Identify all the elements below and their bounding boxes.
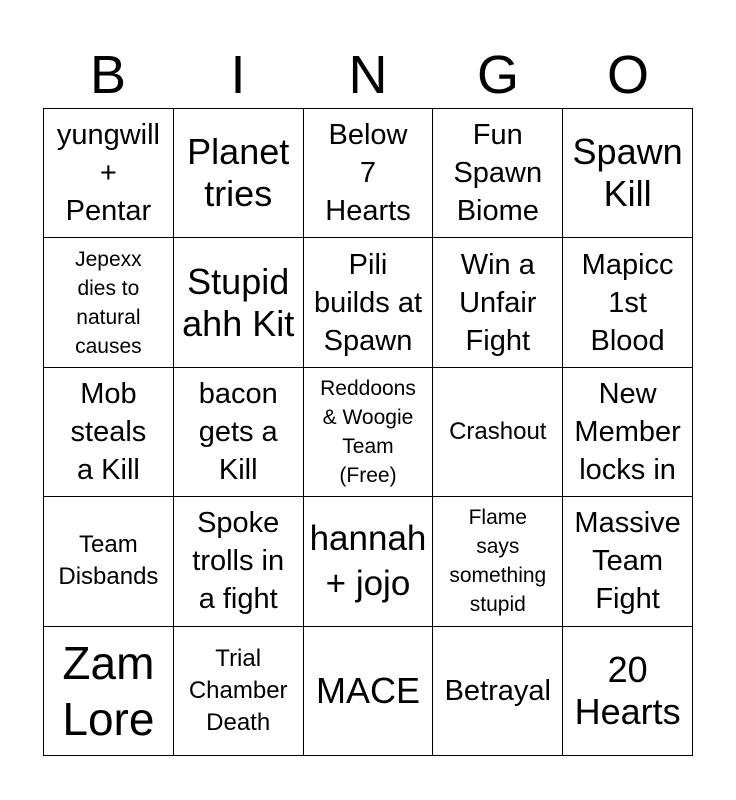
bingo-cell-r1c2[interactable] [174,109,304,238]
bingo-cell-r3c3[interactable] [304,368,434,497]
bingo-cell-text: Spawn Kill [572,131,683,215]
bingo-cell-r5c1[interactable] [44,627,174,756]
bingo-cell-r4c1[interactable] [44,497,174,626]
bingo-header [43,42,693,108]
bingo-cell-text: Mob steals a Kill [70,377,147,486]
bingo-cell-text: Stupid ahh Kit [182,260,295,344]
bingo-cell-r3c4[interactable] [433,368,563,497]
bingo-cell-r4c2[interactable] [174,497,304,626]
header-letter-g: G [476,45,519,105]
bingo-cell-text: 20 Hearts [574,648,681,732]
bingo-cell-text: Massive Team Fight [574,507,681,616]
bingo-cell-r4c3[interactable] [304,497,434,626]
bingo-cell-r3c1[interactable] [44,368,174,497]
header-letter-o: O [606,45,649,105]
bingo-cell-r5c4[interactable] [433,627,563,756]
bingo-cell-r1c1[interactable] [44,109,174,238]
bingo-cell-r4c5[interactable] [563,497,693,626]
bingo-cell-text: Crashout [449,417,547,445]
bingo-cell-r2c1[interactable] [44,238,174,367]
bingo-cell-r4c4[interactable] [433,497,563,626]
bingo-cell-r2c2[interactable] [174,238,304,367]
bingo-cell-text: Trial Chamber Death [188,644,288,736]
bingo-cell-text: Win a Unfair Fight [459,248,537,357]
bingo-cell-r2c5[interactable] [563,238,693,367]
bingo-cell-text: Betrayal [444,674,551,707]
bingo-board [43,108,693,756]
bingo-cell-text: Team Disbands [58,531,159,591]
bingo-cell-r1c5[interactable] [563,109,693,238]
bingo-cell-text: Jepexx dies to natural causes [75,247,142,358]
bingo-cell-text: Mapicc 1st Blood [581,248,674,357]
header-letter-i: I [230,45,246,105]
bingo-cell-text: hannah + jojo [309,519,427,604]
bingo-cell-r1c3[interactable] [304,109,434,238]
header-letter-b: B [89,45,127,105]
bingo-cell-r2c4[interactable] [433,238,563,367]
bingo-cell-r1c4[interactable] [433,109,563,238]
bingo-cell-text: Below 7 Hearts [325,119,411,228]
bingo-cell-r3c2[interactable] [174,368,304,497]
bingo-cell-text: Spoke trolls in a fight [192,507,285,616]
bingo-cell-text: New Member locks in [574,377,681,486]
bingo-cell-r2c3[interactable] [304,238,434,367]
bingo-cell-text: bacon gets a Kill [198,377,278,486]
bingo-cell-text: Zam Lore [62,636,155,745]
bingo-cell-text: yungwill + Pentar [56,119,160,228]
bingo-cell-r5c3[interactable] [304,627,434,756]
bingo-cell-text: MACE [315,669,420,711]
bingo-cell-text: Planet tries [187,131,290,215]
bingo-cell-text: Pili builds at Spawn [313,248,422,357]
bingo-cell-text: Fun Spawn Biome [453,119,543,228]
bingo-cell-r5c5[interactable] [563,627,693,756]
bingo-cell-r3c5[interactable] [563,368,693,497]
bingo-cell-r5c2[interactable] [174,627,304,756]
bingo-cell-text: Flame says something stupid [449,506,547,617]
bingo-cell-text: Reddoons & Woogie Team (Free) [320,376,416,487]
header-letter-n: N [348,45,388,105]
